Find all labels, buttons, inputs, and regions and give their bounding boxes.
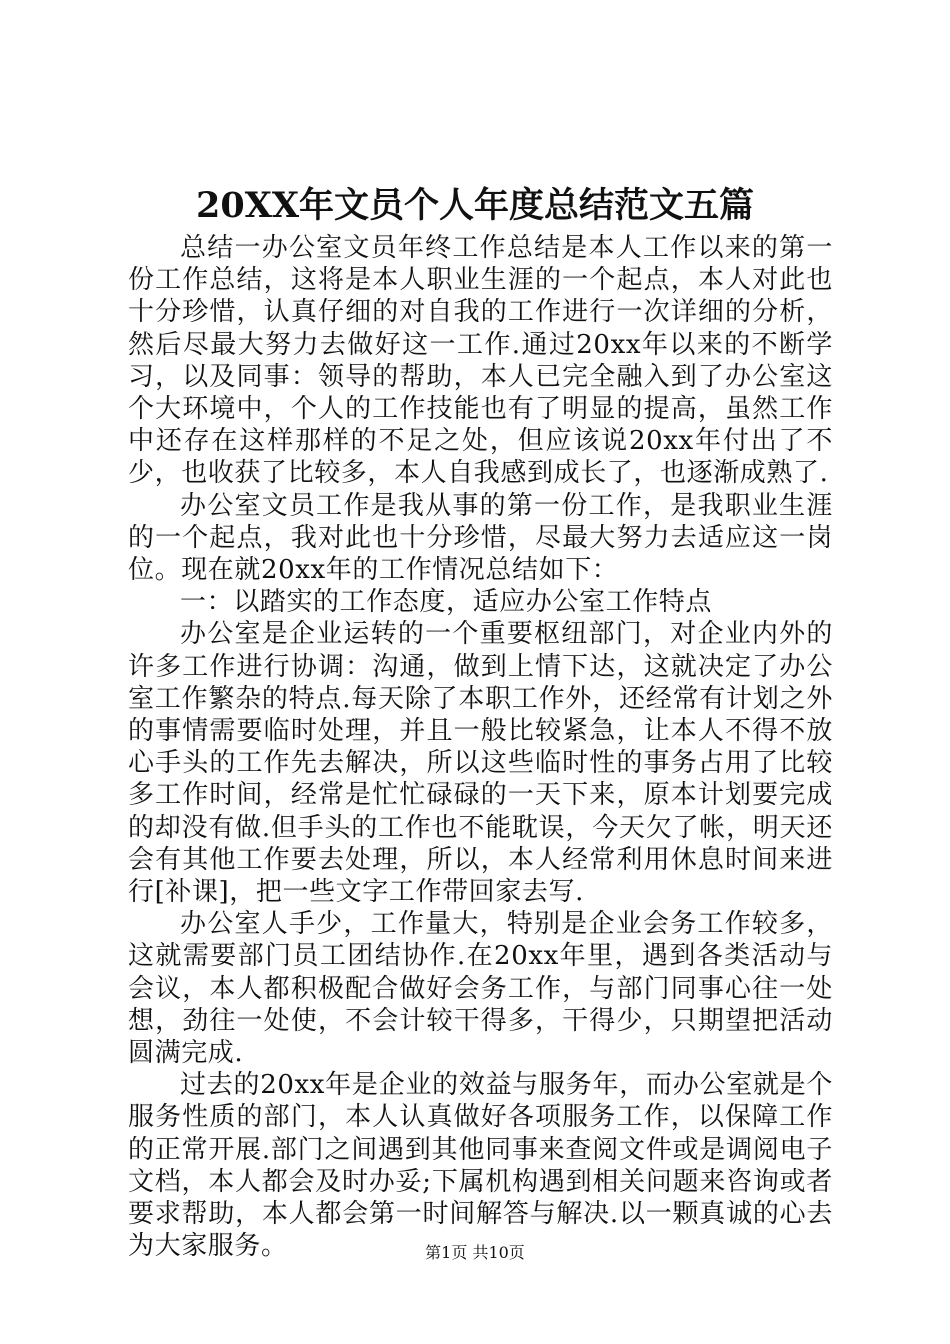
paragraph-service: 过去的20xx年是企业的效益与服务年，而办公室就是个服务性质的部门，本人认真做好各项服务工作，以保障工作的正常开展.部门之间遇到其他同事来查阅文件或是调阅电子文档，本人都会及时办妥;下属机构遇到相关问题来咨询或者要求帮助，本人都会第一时间解答与解决.以一颗真诚的心去为大家服务。 — [128, 1070, 833, 1262]
paragraph-overview: 办公室文员工作是我从事的第一份工作，是我职业生涯的一个起点，我对此也十分珍惜，尽最大努力去适应这一岗位。现在就20xx年的工作情况总结如下： — [128, 490, 833, 586]
page-number-footer: 第1页 共10页 — [425, 1243, 525, 1262]
paragraph-office-role: 办公室是企业运转的一个重要枢纽部门，对企业内外的许多工作进行协调：沟通，做到上情下达，这就决定了办公室工作繁杂的特点.每天除了本职工作外，还经常有计划之外的事情需要临时处理，并且一般比较紧急，让本人不得不放心手头的工作先去解决，所以这些临时性的事务占用了比较多工作时间，经常是忙忙碌碌的一天下来，原本计划要完成的却没有做.但手头的工作也不能耽误，今天欠了帐，明天还会有其他工作要去处理，所以，本人经常利用休息时间来进行[补课]，把一些文字工作带回家去写. — [128, 619, 833, 908]
document-title: 20XX年文员个人年度总结范文五篇 — [195, 185, 755, 226]
document-body — [128, 232, 833, 1263]
paragraph-teamwork: 办公室人手少，工作量大，特别是企业会务工作较多，这就需要部门员工团结协作.在20xx年里，遇到各类活动与会议，本人都积极配合做好会务工作，与部门同事心往一处想，劲往一处使，不会计较干得多，干得少，只期望把活动圆满完成. — [128, 909, 833, 1069]
paragraph-intro: 总结一办公室文员年终工作总结是本人工作以来的第一份工作总结，这将是本人职业生涯的一个起点，本人对此也十分珍惜，认真仔细的对自我的工作进行一次详细的分析，然后尽最大努力去做好这一工作.通过20xx年以来的不断学习，以及同事：领导的帮助，本人已完全融入到了办公室这个大环境中，个人的工作技能也有了明显的提高，虽然工作中还存在这样那样的不足之处，但应该说20xx年付出了不少，也收获了比较多，本人自我感到成长了，也逐渐成熟了. — [128, 233, 833, 489]
section-heading-1: 一：以踏实的工作态度，适应办公室工作特点 — [180, 587, 713, 618]
